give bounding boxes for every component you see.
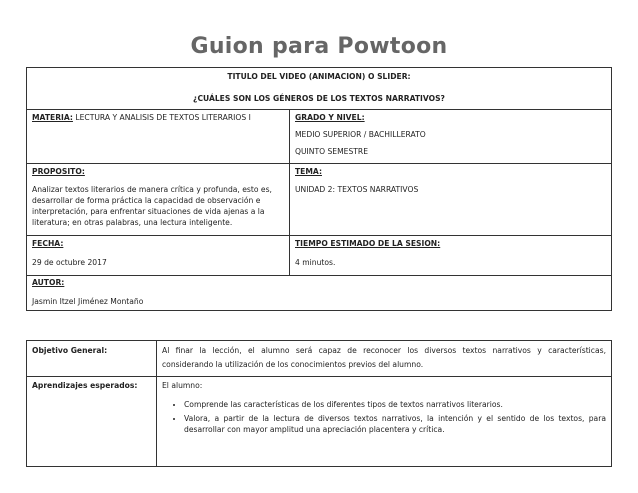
proposito-line: literatura; en otras palabras, una lectura inteligente. [32,218,233,227]
proposito-text [32,184,284,228]
video-title-row [27,68,612,110]
aprendizajes-label: Aprendizajes esperados: [27,377,157,467]
objetivo-row [27,341,612,377]
aprendizajes-intro: El alumno: [162,381,203,390]
info-table [26,67,612,311]
materia-grado-row [27,110,612,164]
objectives-table [26,340,612,467]
tema-value: UNIDAD 2: TEXTOS NARRATIVOS [295,185,419,194]
page-title: Guion para Powtoon [190,34,448,59]
tiempo-cell [290,236,612,276]
video-title: ¿CUÁLES SON LOS GÉNEROS DE LOS TEXTOS NARRATIVOS? [193,94,445,103]
aprendizajes-list [162,399,606,435]
materia-value: LECTURA Y ANALISIS DE TEXTOS LITERARIOS I [72,113,251,122]
aprendizajes-cell [157,377,612,467]
fecha-value: 29 de octubre 2017 [32,258,107,267]
tema-label: TEMA: [295,167,322,176]
autor-cell [27,276,612,311]
tiempo-value: 4 minutos. [295,258,336,267]
objetivo-cell [157,341,612,377]
tiempo-label: TIEMPO ESTIMADO DE LA SESION: [295,239,441,248]
grado-line1: MEDIO SUPERIOR / BACHILLERATO [295,130,426,139]
objetivo-label: Objetivo General: [27,341,157,377]
proposito-line: Analizar textos literarios de manera crítica y profunda, esto es, [32,185,272,194]
proposito-line: interpretación, para enfrentar situaciones de vida ajenas a la [32,207,265,216]
objetivo-line: considerando la utilización de los conocimientos previos del alumno. [162,360,424,369]
materia-cell [27,110,290,164]
proposito-line: desarrollar de forma práctica la capacidad de observación e [32,196,261,205]
fecha-label: FECHA: [32,239,64,248]
video-title-label: TITULO DEL VIDEO (ANIMACION) O SLIDER: [227,72,411,81]
objetivo-line: Al finar la lección, el alumno será capaz de reconocer los diversos textos narrativos y características, [162,346,606,355]
grado-label: GRADO Y NIVEL: [295,113,365,122]
proposito-tema-row [27,164,612,236]
materia-label: MATERIA: [32,113,73,122]
autor-row [27,276,612,311]
proposito-cell [27,164,290,236]
list-item: • Comprende las características de los diferentes tipos de textos narrativos literarios. [184,399,606,410]
autor-label: AUTOR: [32,278,65,287]
aprendizajes-row [27,377,612,467]
tema-cell [290,164,612,236]
grado-cell [290,110,612,164]
grado-line2: QUINTO SEMESTRE [295,147,368,156]
autor-value: Jasmin Itzel Jiménez Montaño [32,297,144,306]
video-title-cell [27,68,612,110]
list-item: • Valora, a partir de la lectura de diversos textos narrativos, la intención y el sentido de los textos, para desarrollar con mayor amplitud una apreciación placentera y crítica. [184,413,606,435]
fecha-cell [27,236,290,276]
fecha-tiempo-row [27,236,612,276]
proposito-label: PROPOSITO: [32,167,85,176]
